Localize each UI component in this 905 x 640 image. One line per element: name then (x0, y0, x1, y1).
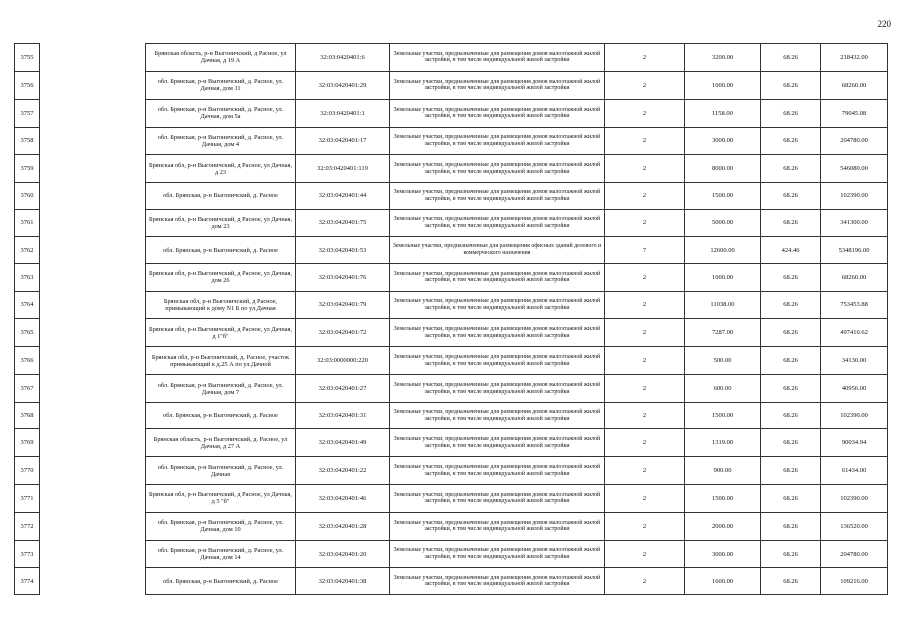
address-cell: Брянская область, р-н Выгоничский, д Расное, ул Дачная, д 19 А (146, 44, 296, 72)
blank-cell (40, 347, 146, 375)
land-use-cell: Земельные участки, предназначенные для размещения домов малоэтажной жилой застройки, в том числе индивидуальной жилой застройки (390, 183, 605, 209)
cadastral-value-cell: 79045.08 (821, 99, 888, 127)
rate-cell: 68.26 (761, 183, 821, 209)
area-cell: 5000.00 (685, 209, 761, 237)
address-cell: обл. Брянская, р-н Выгоничский, д. Расное, ул. Дачная (146, 457, 296, 485)
table-row (15, 127, 888, 155)
rate-cell: 68.26 (761, 44, 821, 72)
cadastral-number-cell: 32:03:0420401:72 (296, 319, 390, 347)
land-use-cell: Земельные участки, предназначенные для размещения домов малоэтажной жилой застройки, в том числе индивидуальной жилой застройки (390, 429, 605, 457)
group-cell: 2 (605, 429, 685, 457)
rate-cell: 68.26 (761, 429, 821, 457)
cadastral-number-cell: 32:03:0420401:31 (296, 402, 390, 428)
cadastral-number-cell: 32:03:0000000:220 (296, 347, 390, 375)
land-use-cell: Земельные участки, предназначенные для размещения домов малоэтажной жилой застройки, в том числе индивидуальной жилой застройки (390, 209, 605, 237)
record-number: 3760 (15, 183, 40, 209)
blank-cell (40, 291, 146, 319)
table-row (15, 540, 888, 568)
land-use-cell: Земельные участки, предназначенные для размещения домов малоэтажной жилой застройки, в том числе индивидуальной жилой застройки (390, 263, 605, 291)
rate-cell: 68.26 (761, 347, 821, 375)
blank-cell (40, 99, 146, 127)
record-number: 3761 (15, 209, 40, 237)
group-cell: 2 (605, 375, 685, 403)
land-use-cell: Земельные участки, предназначенные для размещения домов малоэтажной жилой застройки, в том числе индивидуальной жилой застройки (390, 291, 605, 319)
table-row (15, 237, 888, 263)
cadastral-value-cell: 497410.62 (821, 319, 888, 347)
cadastral-number-cell: 32:03:0420401:27 (296, 375, 390, 403)
area-cell: 7287.00 (685, 319, 761, 347)
address-cell: обл. Брянская, р-н Выгоничский, д. Расное, ул. Дачная, дом 4 (146, 127, 296, 155)
rate-cell: 68.26 (761, 484, 821, 512)
area-cell: 8000.00 (685, 155, 761, 183)
address-cell: Брянская обл, р-н Выгоничский, д Расное, ул Дачная, дом 23 (146, 209, 296, 237)
group-cell: 2 (605, 71, 685, 99)
table-row (15, 209, 888, 237)
cadastral-number-cell: 32:03:0420401:20 (296, 540, 390, 568)
land-use-cell: Земельные участки, предназначенные для размещения офисных зданий делового и коммерческого назначения (390, 237, 605, 263)
land-use-cell: Земельные участки, предназначенные для размещения домов малоэтажной жилой застройки, в том числе индивидуальной жилой застройки (390, 127, 605, 155)
cadastral-number-cell: 32:03:0420401:53 (296, 237, 390, 263)
cadastral-value-cell: 204780.00 (821, 540, 888, 568)
rate-cell: 68.26 (761, 319, 821, 347)
table-row (15, 44, 888, 72)
area-cell: 600.00 (685, 375, 761, 403)
area-cell: 3000.00 (685, 127, 761, 155)
cadastral-value-cell: 341300.00 (821, 209, 888, 237)
rate-cell: 68.26 (761, 99, 821, 127)
land-use-cell: Земельные участки, предназначенные для размещения домов малоэтажной жилой застройки, в том числе индивидуальной жилой застройки (390, 568, 605, 595)
cadastral-number-cell: 32:03:0420401:46 (296, 484, 390, 512)
group-cell: 2 (605, 512, 685, 540)
table-row (15, 568, 888, 595)
cadastral-value-cell: 5348196.00 (821, 237, 888, 263)
cadastral-value-cell: 109216.00 (821, 568, 888, 595)
cadastral-value-cell: 102390.00 (821, 402, 888, 428)
land-use-cell: Земельные участки, предназначенные для размещения домов малоэтажной жилой застройки, в том числе индивидуальной жилой застройки (390, 155, 605, 183)
land-use-cell: Земельные участки, предназначенные для размещения домов малоэтажной жилой застройки, в том числе индивидуальной жилой застройки (390, 457, 605, 485)
land-use-cell: Земельные участки, предназначенные для размещения домов малоэтажной жилой застройки, в том числе индивидуальной жилой застройки (390, 44, 605, 72)
rate-cell: 68.26 (761, 568, 821, 595)
land-use-cell: Земельные участки, предназначенные для размещения домов малоэтажной жилой застройки, в том числе индивидуальной жилой застройки (390, 71, 605, 99)
group-cell: 7 (605, 237, 685, 263)
cadastral-value-cell: 90034.94 (821, 429, 888, 457)
table-row (15, 291, 888, 319)
address-cell: Брянская обл, р-н Выгоничский, д Расное, ул Дачная, д 23 (146, 155, 296, 183)
group-cell: 2 (605, 484, 685, 512)
page-number: 220 (877, 19, 891, 29)
cadastral-value-cell: 34130.00 (821, 347, 888, 375)
area-cell: 1500.00 (685, 484, 761, 512)
address-cell: обл. Брянская, р-н Выгоничский, д. Расное, ул. Дачная, дом 11 (146, 71, 296, 99)
area-cell: 1158.00 (685, 99, 761, 127)
cadastral-number-cell: 32:03:0420401:44 (296, 183, 390, 209)
land-use-cell: Земельные участки, предназначенные для размещения домов малоэтажной жилой застройки, в том числе индивидуальной жилой застройки (390, 347, 605, 375)
record-number: 3759 (15, 155, 40, 183)
table-row (15, 512, 888, 540)
cadastral-number-cell: 32:03:0420401:119 (296, 155, 390, 183)
cadastral-value-cell: 68260.00 (821, 71, 888, 99)
blank-cell (40, 457, 146, 485)
record-number: 3764 (15, 291, 40, 319)
cadastral-value-cell: 136520.00 (821, 512, 888, 540)
rate-cell: 68.26 (761, 127, 821, 155)
rate-cell: 424.46 (761, 237, 821, 263)
blank-cell (40, 429, 146, 457)
area-cell: 12600.00 (685, 237, 761, 263)
rate-cell: 68.26 (761, 209, 821, 237)
rate-cell: 68.26 (761, 263, 821, 291)
land-use-cell: Земельные участки, предназначенные для размещения домов малоэтажной жилой застройки, в том числе индивидуальной жилой застройки (390, 99, 605, 127)
cadastral-number-cell: 32:03:0420401:76 (296, 263, 390, 291)
rate-cell: 68.26 (761, 155, 821, 183)
blank-cell (40, 263, 146, 291)
cadastral-number-cell: 32:03:0420401:49 (296, 429, 390, 457)
blank-cell (40, 237, 146, 263)
table-row (15, 183, 888, 209)
area-cell: 3000.00 (685, 540, 761, 568)
area-cell: 500.00 (685, 347, 761, 375)
address-cell: обл. Брянская, р-н Выгоничский, д. Расное (146, 568, 296, 595)
record-number: 3771 (15, 484, 40, 512)
blank-cell (40, 402, 146, 428)
record-number: 3762 (15, 237, 40, 263)
group-cell: 2 (605, 347, 685, 375)
area-cell: 2000.00 (685, 512, 761, 540)
blank-cell (40, 71, 146, 99)
address-cell: Брянская область, р-н Выгоничский, д. Расное, ул Дачная, д 27 А (146, 429, 296, 457)
table-row (15, 99, 888, 127)
table-row (15, 319, 888, 347)
rate-cell: 68.26 (761, 291, 821, 319)
record-number: 3774 (15, 568, 40, 595)
address-cell: обл. Брянская, р-н Выгоничский, д. Расное (146, 237, 296, 263)
record-number: 3768 (15, 402, 40, 428)
cadastral-value-cell: 204780.00 (821, 127, 888, 155)
cadastral-number-cell: 32:03:0420401:1 (296, 99, 390, 127)
cadastral-number-cell: 32:03:0420401:75 (296, 209, 390, 237)
table-row (15, 375, 888, 403)
cadastral-value-cell: 218432.00 (821, 44, 888, 72)
rate-cell: 68.26 (761, 457, 821, 485)
cadastral-number-cell: 32:03:0420401:38 (296, 568, 390, 595)
table-row (15, 155, 888, 183)
blank-cell (40, 319, 146, 347)
land-use-cell: Земельные участки, предназначенные для размещения домов малоэтажной жилой застройки, в том числе индивидуальной жилой застройки (390, 512, 605, 540)
record-number: 3756 (15, 71, 40, 99)
record-number: 3773 (15, 540, 40, 568)
cadastral-number-cell: 32:03:0420401:28 (296, 512, 390, 540)
group-cell: 2 (605, 183, 685, 209)
record-number: 3757 (15, 99, 40, 127)
area-cell: 1500.00 (685, 402, 761, 428)
area-cell: 1600.00 (685, 568, 761, 595)
address-cell: Брянская обл, р-н Выгоничский, д Расное, ул Дачная, д 1"б" (146, 319, 296, 347)
area-cell: 3200.00 (685, 44, 761, 72)
record-number: 3769 (15, 429, 40, 457)
cadastral-number-cell: 32:03:0420401:22 (296, 457, 390, 485)
record-number: 3772 (15, 512, 40, 540)
group-cell: 2 (605, 44, 685, 72)
rate-cell: 68.26 (761, 540, 821, 568)
blank-cell (40, 540, 146, 568)
blank-cell (40, 484, 146, 512)
blank-cell (40, 44, 146, 72)
table-row (15, 71, 888, 99)
cadastral-value-cell: 102390.00 (821, 183, 888, 209)
cadastral-value-cell: 546080.00 (821, 155, 888, 183)
cadastral-value-cell: 68260.00 (821, 263, 888, 291)
address-cell: обл. Брянская, р-н Выгоничский, д. Расное, ул. Дачная, дом 7 (146, 375, 296, 403)
cadastral-number-cell: 32:03:0420401:29 (296, 71, 390, 99)
address-cell: Брянская обл, р-н Выгоничский, д Расное, примыкающий к дому N1 Б по ул.Дачная (146, 291, 296, 319)
blank-cell (40, 183, 146, 209)
address-cell: обл. Брянская, р-н Выгоничский, д. Расное, ул. Дачная, дом 5а (146, 99, 296, 127)
land-use-cell: Земельные участки, предназначенные для размещения домов малоэтажной жилой застройки, в том числе индивидуальной жилой застройки (390, 540, 605, 568)
record-number: 3765 (15, 319, 40, 347)
address-cell: обл. Брянская, р-н Выгоничский, д. Расное, ул. Дачная, дом 10 (146, 512, 296, 540)
group-cell: 2 (605, 99, 685, 127)
area-cell: 11038.00 (685, 291, 761, 319)
blank-cell (40, 375, 146, 403)
cadastral-value-cell: 102390.00 (821, 484, 888, 512)
group-cell: 2 (605, 402, 685, 428)
blank-cell (40, 568, 146, 595)
cadastral-number-cell: 32:03:0420401:79 (296, 291, 390, 319)
area-cell: 1000.00 (685, 71, 761, 99)
cadastral-value-cell: 61434.00 (821, 457, 888, 485)
area-cell: 1500.00 (685, 183, 761, 209)
address-cell: обл. Брянская, р-н Выгоничский, д. Расное (146, 183, 296, 209)
cadastral-value-cell: 40956.00 (821, 375, 888, 403)
group-cell: 2 (605, 291, 685, 319)
rate-cell: 68.26 (761, 375, 821, 403)
blank-cell (40, 512, 146, 540)
table-row (15, 402, 888, 428)
area-cell: 1000.00 (685, 263, 761, 291)
blank-cell (40, 209, 146, 237)
land-use-cell: Земельные участки, предназначенные для размещения домов малоэтажной жилой застройки, в том числе индивидуальной жилой застройки (390, 375, 605, 403)
blank-cell (40, 155, 146, 183)
address-cell: Брянская обл, р-н Выгоничский, д Расное, ул Дачная, дом 26 (146, 263, 296, 291)
rate-cell: 68.26 (761, 71, 821, 99)
address-cell: обл. Брянская, р-н Выгоничский, д. Расное, ул. Дачная, дом 14 (146, 540, 296, 568)
table-body (15, 44, 888, 595)
area-cell: 900.00 (685, 457, 761, 485)
cadastral-number-cell: 32:03:0420401:6 (296, 44, 390, 72)
area-cell: 1319.00 (685, 429, 761, 457)
record-number: 3755 (15, 44, 40, 72)
group-cell: 2 (605, 263, 685, 291)
group-cell: 2 (605, 457, 685, 485)
table-row (15, 347, 888, 375)
group-cell: 2 (605, 540, 685, 568)
table-row (15, 263, 888, 291)
record-number: 3770 (15, 457, 40, 485)
record-number: 3767 (15, 375, 40, 403)
cadastral-number-cell: 32:03:0420401:17 (296, 127, 390, 155)
blank-cell (40, 127, 146, 155)
table-row (15, 429, 888, 457)
table-row (15, 484, 888, 512)
record-number: 3758 (15, 127, 40, 155)
land-use-cell: Земельные участки, предназначенные для размещения домов малоэтажной жилой застройки, в том числе индивидуальной жилой застройки (390, 319, 605, 347)
rate-cell: 68.26 (761, 402, 821, 428)
address-cell: обл. Брянская, р-н Выгоничский, д. Расное (146, 402, 296, 428)
cadastral-value-cell: 753453.88 (821, 291, 888, 319)
address-cell: Брянская обл, р-н Выгоничский, д Расное, ул Дачная, д 5 "б" (146, 484, 296, 512)
record-number: 3763 (15, 263, 40, 291)
group-cell: 2 (605, 155, 685, 183)
land-use-cell: Земельные участки, предназначенные для размещения домов малоэтажной жилой застройки, в том числе индивидуальной жилой застройки (390, 402, 605, 428)
address-cell: Брянская обл, р-н Выгоничский, д. Расное, участок примыкающий к д.25 А по ул.Дачной (146, 347, 296, 375)
group-cell: 2 (605, 127, 685, 155)
land-registry-table (14, 43, 887, 595)
land-use-cell: Земельные участки, предназначенные для размещения домов малоэтажной жилой застройки, в том числе индивидуальной жилой застройки (390, 484, 605, 512)
group-cell: 2 (605, 568, 685, 595)
group-cell: 2 (605, 319, 685, 347)
record-number: 3766 (15, 347, 40, 375)
rate-cell: 68.26 (761, 512, 821, 540)
group-cell: 2 (605, 209, 685, 237)
table-row (15, 457, 888, 485)
